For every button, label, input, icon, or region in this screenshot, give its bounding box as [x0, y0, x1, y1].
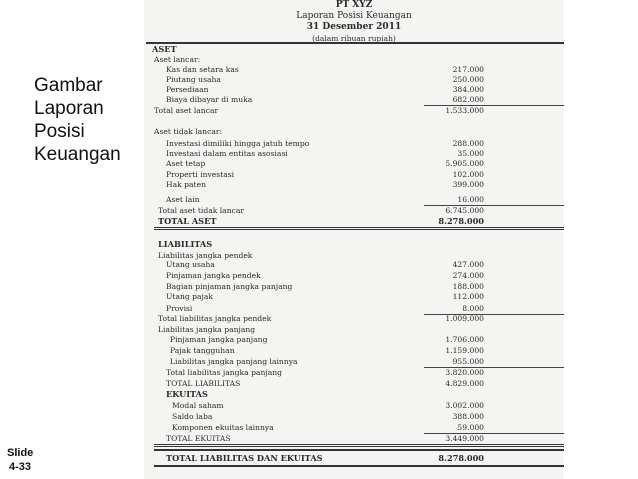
statement-row-value: 8.000	[462, 304, 484, 313]
statement-row-value: 112.000	[452, 292, 484, 301]
statement-row-label: TOTAL LIABILITAS	[166, 379, 241, 388]
statement-row-value: 102.000	[452, 170, 484, 179]
statement-row-label: Biaya dibayar di muka	[166, 95, 253, 104]
statement-row-value: 682.000	[452, 95, 484, 104]
statement-row-value: 399.000	[452, 180, 484, 189]
slide-number	[7, 446, 33, 474]
statement-row-value: 59.000	[457, 423, 484, 432]
statement-row-label: ASET	[152, 44, 177, 54]
statement-row-value: 3.820.000	[445, 368, 484, 377]
statement-row-label: Aset tidak lancar:	[154, 127, 223, 136]
statement-row-label: Utang usaha	[166, 260, 215, 269]
statement-row-value: 16.000	[457, 195, 484, 204]
slide-label-text: Slide	[7, 447, 34, 459]
statement-row-value: 274.000	[452, 271, 484, 280]
statement-row-value: 384.000	[452, 85, 484, 94]
statement-row-label: Piutang usaha	[166, 75, 221, 84]
statement-row-label: Total liabilitas jangka pendek	[158, 314, 272, 323]
statement-row-label: TOTAL ASET	[158, 216, 217, 226]
statement-row-value: 4.829.000	[445, 379, 484, 388]
statement-row-value: 8.278.000	[438, 453, 484, 463]
statement-row-label: TOTAL EKUITAS	[166, 434, 231, 443]
statement-row-value: 1.009.000	[445, 314, 484, 323]
caption-line-3: Posisi	[34, 121, 85, 142]
statement-row-value: 3.449.000	[445, 434, 484, 443]
statement-row-label: Pinjaman jangka pendek	[166, 271, 261, 280]
statement-row-label: Persediaan	[166, 85, 209, 94]
statement-row-label: Liabilitas jangka pendek	[158, 251, 253, 260]
statement-row-value: 5.905.000	[445, 159, 484, 168]
statement-row-label: TOTAL LIABILITAS DAN EKUITAS	[166, 453, 323, 463]
statement-row-label: Aset lancar:	[154, 55, 201, 64]
statement-row-value: 3.002.000	[445, 401, 484, 410]
statement-row-label: Liabilitas jangka panjang lainnya	[170, 357, 298, 366]
statement-row-value: 8.278.000	[438, 216, 484, 226]
statement-row-label: Utang pajak	[166, 292, 214, 301]
statement-row-label: Saldo laba	[172, 412, 213, 421]
statement-row-label: Bagian pinjaman jangka panjang	[166, 282, 293, 291]
statement-row-label: Total aset tidak lancar	[158, 206, 244, 215]
slide-caption	[34, 74, 144, 166]
total-underline	[154, 444, 564, 447]
statement-row-value: 217.000	[452, 65, 484, 74]
statement-row-value: 1.533.000	[445, 106, 484, 115]
statement-row-label: Total liabilitas jangka panjang	[166, 368, 282, 377]
statement-row-value: 250.000	[452, 75, 484, 84]
statement-row-label: Modal saham	[172, 401, 224, 410]
report-date: 31 Desember 2011	[306, 22, 402, 32]
statement-row-value: 955.000	[452, 357, 484, 366]
statement-row-value: 35.000	[457, 149, 484, 158]
statement-row-value: 388.000	[452, 412, 484, 421]
financial-statement-scan	[144, 0, 564, 479]
statement-row-label: Pajak tangguhan	[170, 346, 235, 355]
statement-row-label: Liabilitas jangka panjang	[158, 325, 256, 334]
statement-row-label: Kas dan setara kas	[166, 65, 239, 74]
statement-row-value: 188.000	[452, 282, 484, 291]
company-name: PT XYZ	[335, 0, 373, 10]
slide-number-text: 4-33	[9, 461, 32, 473]
statement-row-label: Pinjaman jangka panjang	[170, 335, 268, 344]
statement-row-label: Total aset lancar	[154, 106, 219, 115]
statement-row-label: Investasi dimiliki hingga jatuh tempo	[166, 139, 310, 148]
statement-row-value: 288.000	[452, 139, 484, 148]
statement-row-label: Investasi dalam entitas asosiasi	[166, 149, 288, 158]
report-unit: (dalam ribuan rupiah)	[312, 34, 396, 43]
statement-row-label: Aset tetap	[166, 159, 206, 168]
total-overline	[154, 449, 564, 451]
statement-row-label: Aset lain	[166, 195, 200, 204]
statement-row-value: 6.745.000	[445, 206, 484, 215]
statement-row-label: EKUITAS	[166, 389, 208, 399]
statement-row-label: Hak paten	[166, 180, 206, 189]
statement-row-value: 1.159.000	[445, 346, 484, 355]
report-title: Laporan Posisi Keuangan	[296, 11, 412, 21]
statement-row-label: Properti investasi	[166, 170, 235, 179]
statement-row-label: Komponen ekuitas lainnya	[172, 423, 274, 432]
caption-line-1: Gambar	[34, 75, 103, 96]
statement-row-value: 427.000	[452, 260, 484, 269]
caption-line-4: Keuangan	[34, 144, 121, 165]
statement-row-value: 1.706.000	[445, 335, 484, 344]
statement-row-label: Provisi	[166, 304, 193, 313]
total-underline	[154, 465, 564, 467]
statement-row-label: LIABILITAS	[158, 239, 213, 249]
header-rule	[146, 42, 564, 44]
total-underline	[154, 227, 564, 230]
caption-line-2: Laporan	[34, 98, 104, 119]
